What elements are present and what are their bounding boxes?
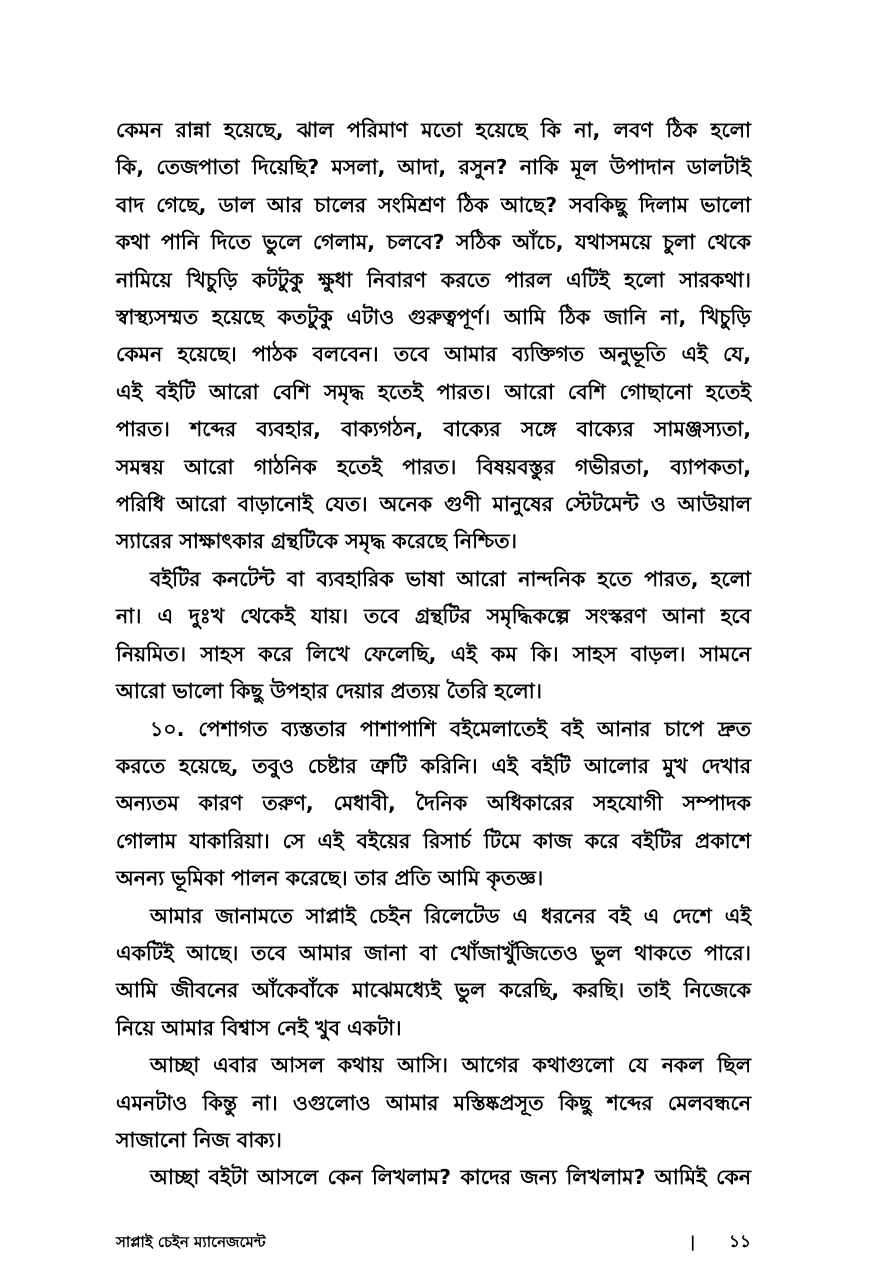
text-line: অন্যতম কারণ তরুণ, মেধাবী, দৈনিক অধিকারের সহযোগী সম্পাদক <box>116 791 751 816</box>
paragraph <box>116 1159 751 1196</box>
paragraph <box>116 561 751 711</box>
text-line: একটিই আছে। তবে আমার জানা বা খোঁজাখুঁজিতেও ভুল থাকতে পারে। <box>116 940 751 965</box>
text-line: বইটির কনটেন্ট বা ব্যবহারিক ভাষা আরো নান্দনিক হতে পারত, হলো <box>150 566 751 591</box>
text-line: এমনটাও কিন্তু না। ওগুলোও আমার মস্তিষ্কপ্রসূত কিছু শব্দের মেলবন্ধনে <box>116 1090 751 1115</box>
text-line: অনন্য ভূমিকা পালন করেছে। তার প্রতি আমি কৃতজ্ঞ। <box>116 866 544 891</box>
text-line: কেমন রান্না হয়েছে, ঝাল পরিমাণ মতো হয়েছে কি না, লবণ ঠিক হলো <box>116 118 751 142</box>
text-line: কেমন হয়েছে। পাঠক বলবেন। তবে আমার ব্যক্তিগত অনুভূতি এই যে, <box>116 342 751 367</box>
paragraph <box>116 898 751 1048</box>
text-line: আমার জানামতে সাপ্লাই চেইন রিলেটেড এ ধরনের বই এ দেশে এই <box>150 903 751 928</box>
text-line: নিয়ে আমার বিশ্বাস নেই খুব একটা। <box>116 1015 402 1040</box>
text-line: নিয়মিত। সাহস করে লিখে ফেলেছি, এই কম কি। সাহস বাড়ল। সামনে <box>116 641 751 666</box>
text-line: স্যারের সাক্ষাৎকার গ্রন্থটিকে সমৃদ্ধ করেছে নিশ্চিত। <box>116 529 517 554</box>
paragraph <box>116 711 751 898</box>
text-line: করতে হয়েছে, তবুও চেষ্টার ত্রুটি করিনি। এই বইটি আলোর মুখ দেখার <box>116 753 751 778</box>
text-line: বাদ গেছে, ডাল আর চালের সংমিশ্রণ ঠিক আছে? সবকিছু দিলাম ভালো <box>116 192 751 217</box>
text-line: আচ্ছা এবার আসল কথায় আসি। আগের কথাগুলো যে নকল ছিল <box>150 1053 751 1078</box>
page-number: ১১ <box>728 1232 751 1252</box>
text-line: সমন্বয় আরো গাঠনিক হতেই পারত। বিষয়বস্তুর গভীরতা, ব্যাপকতা, <box>116 454 751 479</box>
text-line: আমি জীবনের আঁকেবাঁকে মাঝেমধ্যেই ভুল করেছি, করছি। তাই নিজেকে <box>116 978 751 1003</box>
text-line: পারত। শব্দের ব্যবহার, বাক্যগঠন, বাক্যের সঙ্গে বাক্যের সামঞ্জস্যতা, <box>116 417 751 442</box>
text-line: কথা পানি দিতে ভুলে গেলাম, চলবে? সঠিক আঁচে, যথাসময়ে চুলা থেকে <box>116 230 751 255</box>
text-line: গোলাম যাকারিয়া। সে এই বইয়ের রিসার্চ টিমে কাজ করে বইটির প্রকাশে <box>116 828 751 853</box>
text-line: না। এ দুঃখ থেকেই যায়। তবে গ্রন্থটির সমৃদ্ধিকল্পে সংস্করণ আনা হবে <box>116 604 751 629</box>
text-line: আচ্ছা বইটা আসলে কেন লিখলাম? কাদের জন্য লিখলাম? আমিই কেন <box>150 1165 751 1190</box>
paragraph <box>116 1047 751 1159</box>
running-footer-title: সাপ্লাই চেইন ম্যানেজমেন্ট <box>116 1233 266 1251</box>
text-line: নামিয়ে খিচুড়ি কটটুকু ক্ষুধা নিবারণ করতে পারল এটিই হলো সারকথা। <box>116 267 751 292</box>
body-text <box>116 112 751 1197</box>
paragraph <box>116 112 751 561</box>
text-line: পরিধি আরো বাড়ানোই যেত। অনেক গুণী মানুষের স্টেটমেন্ট ও আউয়াল <box>116 492 751 517</box>
text-line: স্বাস্থ্যসম্মত হয়েছে কতটুকু এটাও গুরুত্বপূর্ণ। আমি ঠিক জানি না, খিচুড়ি <box>116 305 751 330</box>
text-line: আরো ভালো কিছু উপহার দেয়ার প্রত্যয় তৈরি হলো। <box>116 679 542 704</box>
text-line: এই বইটি আরো বেশি সমৃদ্ধ হতেই পারত। আরো বেশি গোছানো হতেই <box>116 379 751 404</box>
text-line: ১০. পেশাগত ব্যস্ততার পাশাপাশি বইমেলাতেই বই আনার চাপে দ্রুত <box>150 716 751 741</box>
text-line: কি, তেজপাতা দিয়েছি? মসলা, আদা, রসুন? নাকি মূল উপাদান ডালটাই <box>116 155 751 180</box>
text-line: সাজানো নিজ বাক্য। <box>116 1127 282 1152</box>
footer-separator: | <box>690 1233 696 1251</box>
